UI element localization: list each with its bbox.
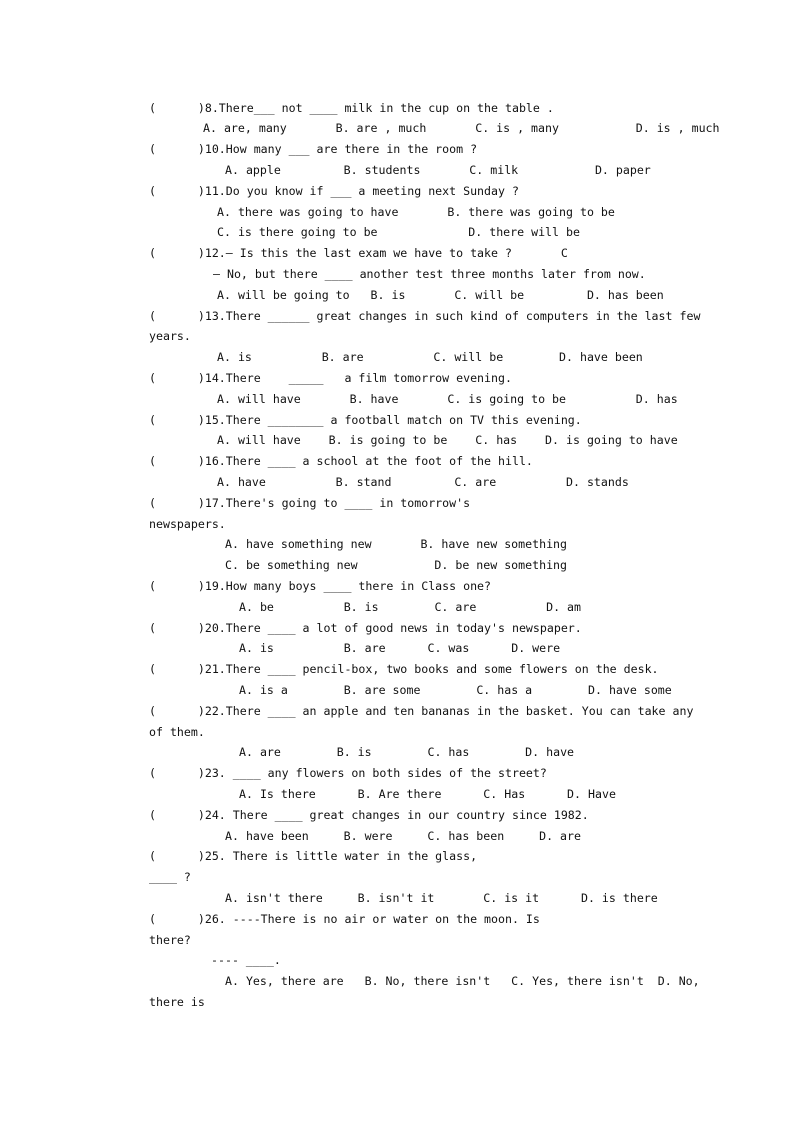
- question-25-options: A. isn't there B. isn't it C. is it D. is there: [225, 891, 658, 905]
- question-22: ( )22.There ____ an apple and ten bananas in the basket. You can take any: [149, 704, 694, 718]
- question-21: ( )21.There ____ pencil-box, two books and some flowers on the desk.: [149, 662, 659, 676]
- question-17-options-cd: C. be something new D. be new something: [225, 558, 568, 572]
- question-22-options: A. are B. is C. has D. have: [239, 745, 575, 759]
- question-12-dialogue: — No, but there ____ another test three months later from now.: [213, 267, 646, 281]
- question-26-continued: there?: [149, 933, 191, 947]
- question-26-options: A. Yes, there are B. No, there isn't C. Yes, there isn't D. No,: [225, 974, 700, 988]
- question-13-continued: years.: [149, 329, 191, 343]
- question-16-options: A. have B. stand C. are D. stands: [217, 475, 629, 489]
- question-23-options: A. Is there B. Are there C. Has D. Have: [239, 787, 616, 801]
- question-24: ( )24. There ____ great changes in our country since 1982.: [149, 808, 589, 822]
- question-21-options: A. is a B. are some C. has a D. have some: [239, 683, 672, 697]
- question-17-options-ab: A. have something new B. have new something: [225, 537, 568, 551]
- question-11-options-cd: C. is there going to be D. there will be: [217, 225, 580, 239]
- question-8-options: A. are, many B. are , much C. is , many D. is , much: [203, 121, 720, 135]
- question-25: ( )25. There is little water in the glass,: [149, 849, 478, 863]
- question-15: ( )15.There ________ a football match on TV this evening.: [149, 413, 582, 427]
- question-17-continued: newspapers.: [149, 517, 226, 531]
- question-26-answer-blank: ---- ____.: [211, 953, 281, 967]
- question-19-options: A. be B. is C. are D. am: [239, 600, 582, 614]
- question-11-options-ab: A. there was going to have B. there was going to be: [217, 205, 615, 219]
- question-26: ( )26. ----There is no air or water on the moon. Is: [149, 912, 540, 926]
- question-19: ( )19.How many boys ____ there in Class one?: [149, 579, 492, 593]
- question-16: ( )16.There ____ a school at the foot of the hill.: [149, 454, 533, 468]
- question-25-continued: ____ ?: [149, 870, 191, 884]
- question-23: ( )23. ____ any flowers on both sides of the street?: [149, 766, 547, 780]
- question-20: ( )20.There ____ a lot of good news in today's newspaper.: [149, 621, 582, 635]
- question-24-options: A. have been B. were C. has been D. are: [225, 829, 581, 843]
- question-8: ( )8.There___ not ____ milk in the cup on the table .: [149, 101, 554, 115]
- question-11: ( )11.Do you know if ___ a meeting next Sunday ?: [149, 184, 519, 198]
- question-13-options: A. is B. are C. will be D. have been: [217, 350, 643, 364]
- question-14-options: A. will have B. have C. is going to be D. has: [217, 392, 678, 406]
- question-12: ( )12.— Is this the last exam we have to take ? C: [149, 246, 568, 260]
- question-22-continued: of them.: [149, 725, 205, 739]
- question-20-options: A. is B. are C. was D. were: [239, 641, 561, 655]
- question-15-options: A. will have B. is going to be C. has D. is going to have: [217, 433, 678, 447]
- question-17: ( )17.There's going to ____ in tomorrow's: [149, 496, 471, 510]
- question-13: ( )13.There ______ great changes in such kind of computers in the last few: [149, 309, 701, 323]
- question-12-options: A. will be going to B. is C. will be D. has been: [217, 288, 664, 302]
- question-26-options-continued: there is: [149, 995, 205, 1009]
- question-10: ( )10.How many ___ are there in the room ?: [149, 142, 478, 156]
- question-10-options: A. apple B. students C. milk D. paper: [225, 163, 651, 177]
- question-14: ( )14.There _____ a film tomorrow evening.: [149, 371, 512, 385]
